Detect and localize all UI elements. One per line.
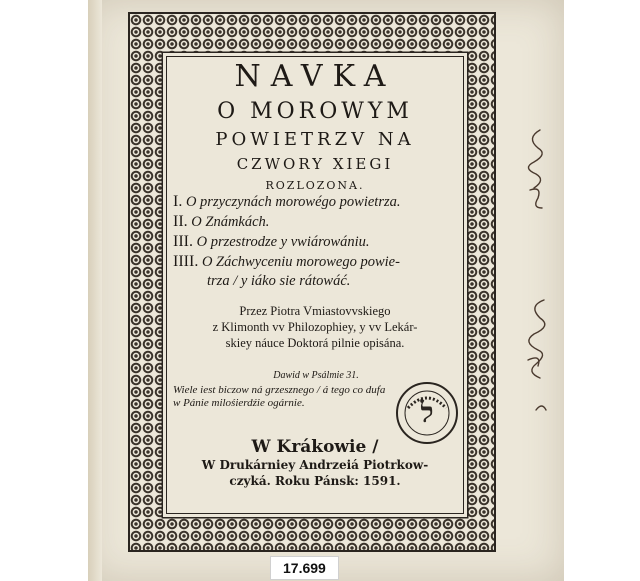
title-line-1: NAVKA (234, 59, 396, 94)
stamp-ring-icon (398, 384, 456, 442)
author-line-1: Przez Piotra Vmiastovvskiego (239, 304, 391, 318)
imprint-line-1: W Drukárniey Andrzeiá Piotrkow- (201, 458, 429, 472)
author-block (171, 303, 459, 351)
author-line-3: skiey náuce Doktorá pilnie opisána. (225, 336, 405, 350)
contents-text: O przyczynách morowégo powietrza. (185, 194, 401, 210)
contents-number: IIII. (173, 253, 199, 270)
title-line-5: ROZLOZONA. (265, 179, 365, 192)
contents-item-4 (173, 253, 459, 271)
contents-item-3 (173, 233, 459, 251)
imprint-city: W Krákowie / (251, 437, 379, 457)
title-panel (166, 56, 464, 514)
title-line-3: POWIETRZV NA (215, 129, 415, 150)
psalm-line-1: Wiele iest biczow ná grzesznego / á tego co dufa (173, 384, 386, 396)
contents-item-4-continuation: trza / y iáko sie rátowáć. (207, 273, 351, 289)
contents-text: O przestrodze y vwiárowániu. (196, 234, 370, 250)
library-stamp (396, 382, 458, 444)
imprint-block (171, 437, 459, 489)
psalm-reference: Dawid w Psálmie 31. (273, 370, 359, 381)
handwritten-signature (500, 110, 570, 430)
ornamental-border (128, 12, 496, 552)
contents-text: O Záchwyceniu morowego powie- (201, 254, 400, 270)
psalm-line-2: w Pánie milośierdźie ogárnie. (173, 397, 305, 409)
table-of-contents (173, 193, 459, 292)
contents-item-2 (173, 213, 459, 231)
shelf-number-label: 17.699 (270, 556, 339, 580)
contents-number: III. (173, 233, 193, 250)
contents-number: II. (173, 213, 188, 230)
imprint-line-2: czyká. Roku Pánsk: 1591. (229, 474, 401, 488)
contents-text: O Známkách. (191, 214, 270, 230)
author-line-2: z Klimonth vv Philozophiey, y vv Lekár- (212, 320, 418, 334)
page-binding-edge (88, 0, 102, 581)
title-line-2: O MOROWYM (217, 99, 413, 124)
title-line-4: CZWORY XIEGI (236, 155, 394, 173)
stamp-glyph: ל (420, 396, 434, 429)
contents-item-1 (173, 193, 459, 211)
contents-number: I. (173, 193, 183, 210)
